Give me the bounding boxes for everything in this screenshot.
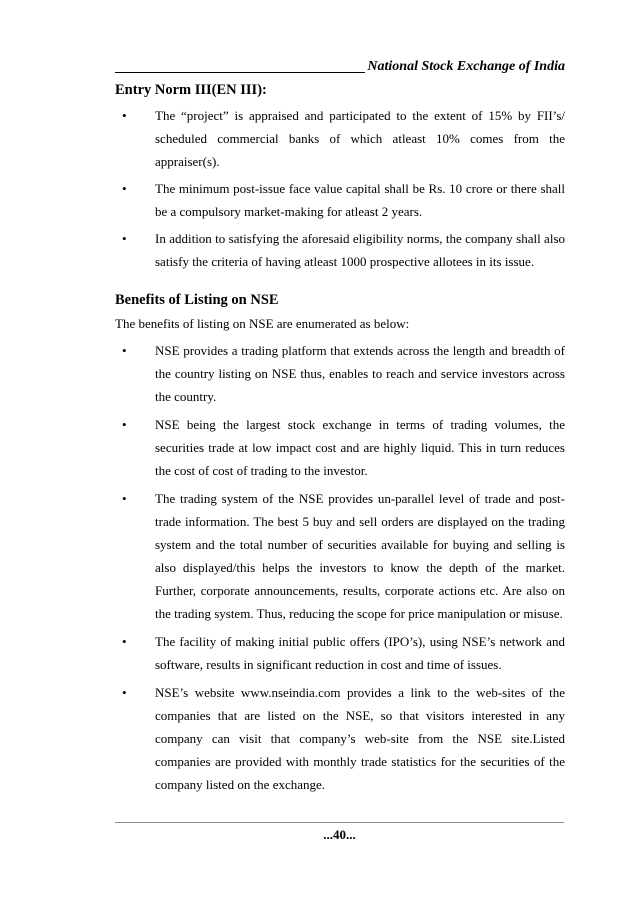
bullet-icon: •	[122, 108, 127, 123]
bullet-icon: •	[122, 181, 127, 196]
bullet-text: The “project” is appraised and participated to the extent of 15% by FII’s/ scheduled commercial banks of which atleast 10% comes from the appraiser(s).	[155, 108, 565, 169]
list-item	[115, 227, 565, 273]
entry-norm-bullet-list	[115, 104, 565, 273]
bullet-text: The trading system of the NSE provides un-parallel level of trade and post-trade information. The best 5 buy and sell orders are displayed on the trading system and the total number of securities available for buying and selling is also displayed/this helps the investors to know the depth of the market. Further, corporate announcements, results, corporate actions etc. Are also on the trading system. Thus, reducing the scope for price manipulation or misuse.	[155, 491, 565, 621]
list-item	[115, 413, 565, 482]
bullet-text: The minimum post-issue face value capital shall be Rs. 10 crore or there shall be a compulsory market-making for atleast 2 years.	[155, 181, 565, 219]
page-number: ...40...	[323, 827, 356, 842]
list-item	[115, 339, 565, 408]
bullet-text: The facility of making initial public offers (IPO’s), using NSE’s network and software, results in significant reduction in cost and time of issues.	[155, 634, 565, 672]
running-header	[115, 57, 565, 75]
bullet-text: In addition to satisfying the aforesaid eligibility norms, the company shall also satisfy the criteria of having atleast 1000 prospective allotees in its issue.	[155, 231, 565, 269]
section-heading-benefits: Benefits of Listing on NSE	[115, 292, 279, 308]
bullet-text: NSE being the largest stock exchange in terms of trading volumes, the securities trade at low impact cost and are highly liquid. This in turn reduces the cost of cost of trading to the investor.	[155, 417, 565, 478]
list-item	[115, 487, 565, 625]
bullet-icon: •	[122, 491, 127, 506]
section-heading-entry-norm: Entry Norm III(EN III):	[115, 82, 267, 98]
benefits-intro-text: The benefits of listing on NSE are enumerated as below:	[115, 316, 410, 331]
bullet-icon: •	[122, 685, 127, 700]
list-item	[115, 681, 565, 796]
benefits-bullet-list	[115, 339, 565, 796]
section-entry-norm	[115, 80, 565, 273]
bullet-icon: •	[122, 231, 127, 246]
page-content	[115, 57, 565, 801]
list-item	[115, 630, 565, 676]
header-underline-rule	[115, 72, 365, 73]
running-header-title: National Stock Exchange of India	[367, 59, 565, 74]
page-footer	[115, 822, 564, 843]
bullet-icon: •	[122, 417, 127, 432]
section-benefits	[115, 290, 565, 796]
list-item	[115, 104, 565, 173]
bullet-icon: •	[122, 343, 127, 358]
bullet-text: NSE’s website www.nseindia.com provides a link to the web-sites of the companies that are listed on the NSE, so that visitors interested in any company can visit that company’s web-site from the NSE site.Listed companies are provided with monthly trade statistics for the securities of the company listed on the exchange.	[155, 685, 565, 792]
bullet-icon: •	[122, 634, 127, 649]
bullet-text: NSE provides a trading platform that extends across the length and breadth of the country listing on NSE thus, enables to reach and service investors across the country.	[155, 343, 565, 404]
list-item	[115, 177, 565, 223]
